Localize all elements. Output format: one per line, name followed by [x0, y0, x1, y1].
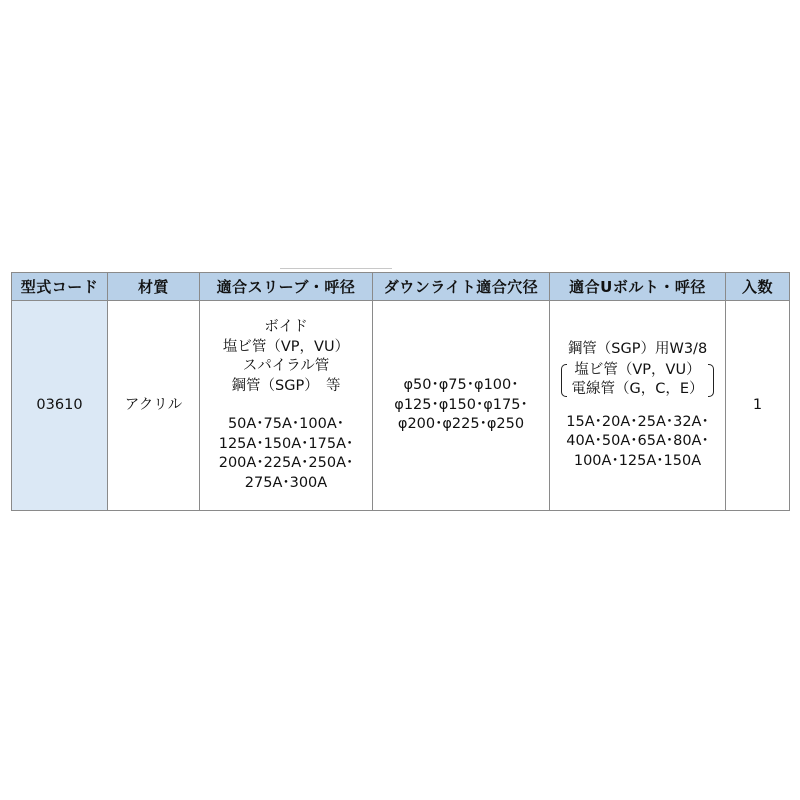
header-quantity: 入数	[726, 273, 790, 301]
header-ubolt-size: 適合Uボルト・呼径	[550, 273, 726, 301]
sleeve-type: ボイド	[264, 319, 308, 335]
header-downlight-hole: ダウンライト適合穴径	[373, 273, 550, 301]
cell-ubolt	[550, 301, 726, 511]
hole-size: φ125･φ150･φ175･	[394, 396, 528, 413]
header-model-code: 型式コード	[12, 273, 108, 301]
header-row	[12, 273, 790, 301]
cell-sleeve	[200, 301, 373, 511]
decorative-line	[280, 268, 392, 269]
sleeve-type: 鋼管（SGP） 等	[231, 377, 341, 394]
ubolt-size: 15A･20A･25A･32A･	[566, 413, 709, 430]
cell-downlight-hole	[373, 301, 550, 511]
spec-table	[11, 272, 790, 511]
sleeve-type: スパイラル管	[242, 358, 330, 374]
table-row	[12, 301, 790, 511]
cell-quantity: 1	[726, 301, 790, 511]
hole-size: φ200･φ225･φ250	[397, 416, 525, 433]
header-material: 材質	[108, 273, 200, 301]
sleeve-type: 塩ビ管（VP，VU）	[222, 338, 350, 355]
ubolt-size: 40A･50A･65A･80A･	[566, 433, 709, 449]
sleeve-size: 125A･150A･175A･	[218, 435, 354, 452]
sleeve-size: 50A･75A･100A･	[227, 416, 345, 432]
hole-size: φ50･φ75･φ100･	[403, 377, 519, 394]
ubolt-bracket	[561, 361, 713, 400]
ubolt-size: 100A･125A･150A	[573, 452, 702, 469]
ubolt-pipe: 電線管（G，C，E）	[571, 381, 704, 397]
cell-model-code: 03610	[12, 301, 108, 511]
sleeve-size: 275A･300A	[244, 474, 328, 491]
cell-material: アクリル	[108, 301, 200, 511]
header-sleeve-size: 適合スリーブ・呼径	[200, 273, 373, 301]
sleeve-size: 200A･225A･250A･	[218, 455, 354, 471]
ubolt-pipe: 塩ビ管（VP，VU）	[574, 361, 701, 378]
ubolt-steel: 鋼管（SGP）用W3/8	[567, 341, 708, 357]
